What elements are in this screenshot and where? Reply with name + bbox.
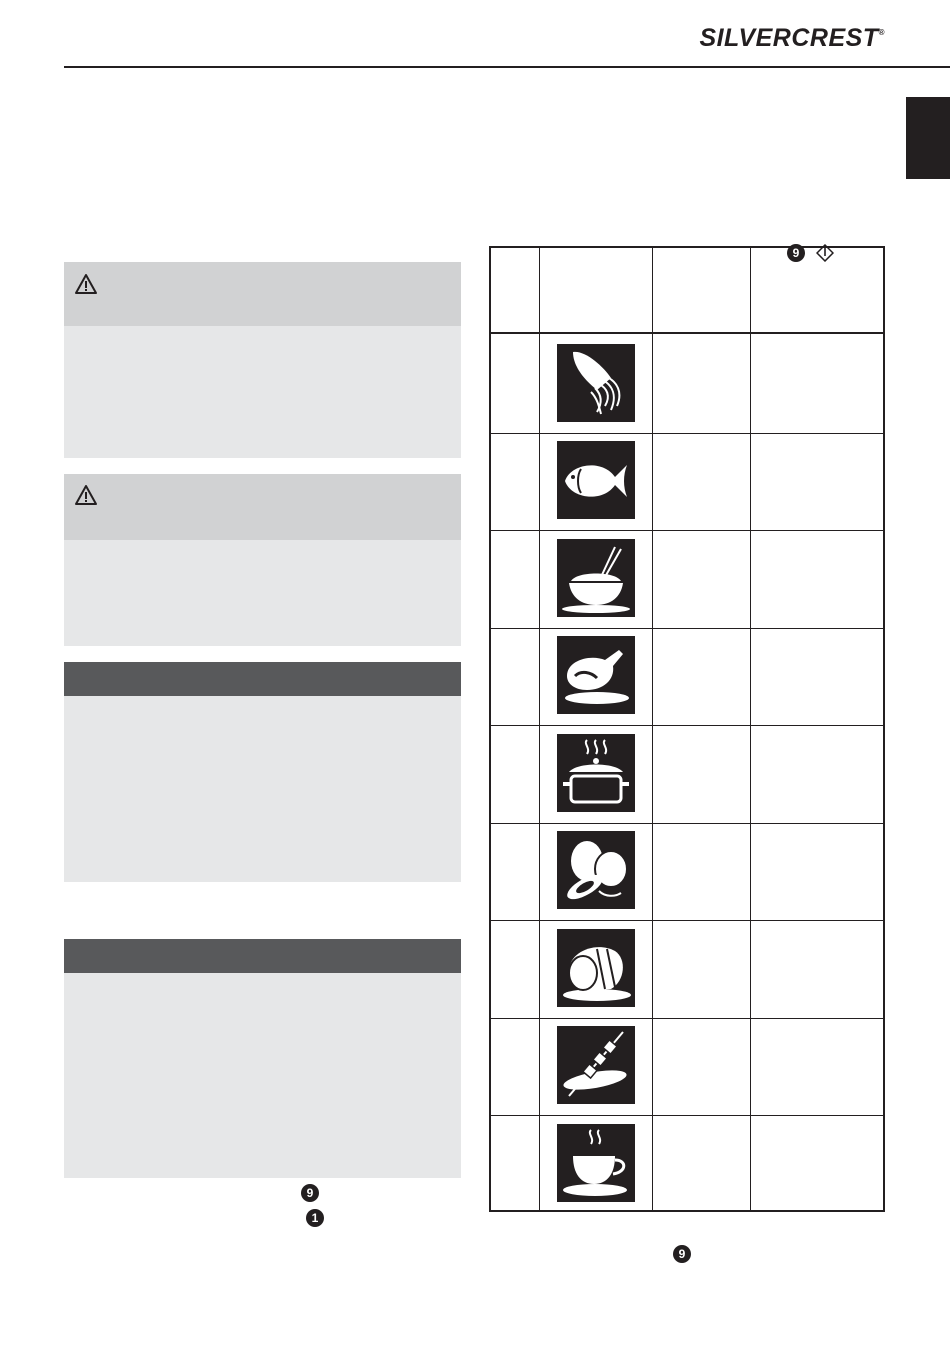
warning-box-1-body (64, 326, 461, 458)
header-rule (64, 66, 950, 68)
note-box-1-header (64, 662, 461, 696)
table-column-divider (750, 248, 751, 1210)
table-row-divider (491, 530, 883, 531)
table-row-divider (491, 628, 883, 629)
warning-box-1-header (64, 262, 461, 326)
steaming-pot-icon (557, 734, 635, 812)
brand-logo: SILVERCREST® (699, 24, 885, 52)
table-header-divider (491, 332, 883, 334)
table-row-divider (491, 1115, 883, 1116)
skewer-icon (557, 1026, 635, 1104)
note-box-1-body (64, 696, 461, 882)
table-column-divider (652, 248, 653, 1210)
reference-marker: 9 (787, 244, 805, 262)
note-box-2-header (64, 939, 461, 973)
reference-marker: 9 (673, 1245, 691, 1263)
table-row-divider (491, 433, 883, 434)
table-row-divider (491, 920, 883, 921)
table-row-divider (491, 1018, 883, 1019)
reference-marker: 9 (301, 1184, 319, 1202)
chicken-leg-icon (557, 636, 635, 714)
table-column-divider (539, 248, 540, 1210)
table-row-divider (491, 823, 883, 824)
cup-icon (557, 1124, 635, 1202)
rice-bowl-icon (557, 539, 635, 617)
warning-triangle-icon (74, 273, 98, 295)
note-box-2-body (64, 973, 461, 1178)
fish-icon (557, 441, 635, 519)
warning-box-2-body (64, 540, 461, 646)
language-tab (906, 97, 950, 179)
table-row-divider (491, 725, 883, 726)
programme-table (489, 246, 885, 1212)
reference-marker: 1 (306, 1209, 324, 1227)
rice-noodle-icon (557, 344, 635, 422)
ham-icon (557, 929, 635, 1007)
eggs-icon (557, 831, 635, 909)
warning-triangle-icon (74, 484, 98, 506)
warning-box-2-header (64, 474, 461, 540)
